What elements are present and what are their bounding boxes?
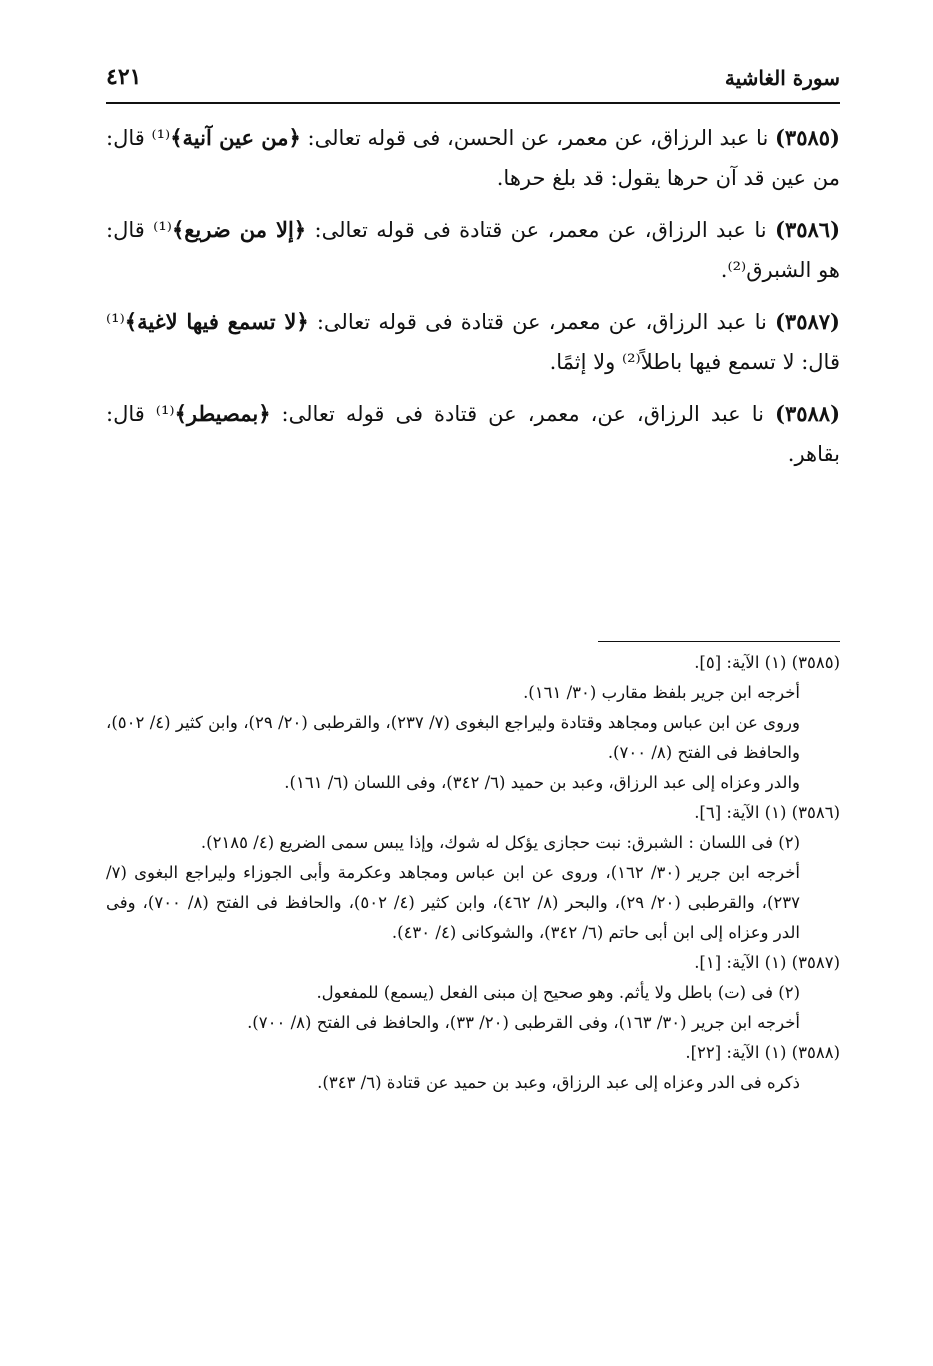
footnote-line: (٣٥٨٦) (١) الآية: [٦]. <box>694 803 840 822</box>
footnote-line: أخرجه ابن جرير بلفظ مقارب (٣٠/ ١٦١). <box>523 683 800 702</box>
footnote-line: أخرجه ابن جرير (٣٠/ ١٦٢)، وروى عن ابن عباس ومجاهد وعكرمة وأبى الجوزاء وليراجع البغوى (٧/ ٢٣٧)، والقرطبى (٢٠/ ٢٩)، والبحر (٨/ ٤٦٢)، وابن كثير (٤/ ٥٠٢)، والحافظ فى الفتح (٨/ ٧٠٠)، وفى الدر وعزاه إلى ابن أبى حاتم (٦/ ٣٤٢)، والشوكانى (٤/ ٤٣٠). <box>106 863 800 942</box>
quran-quote: ﴿من عين آنية﴾ <box>170 125 301 150</box>
footnote-separator <box>598 641 840 642</box>
narration-text: قال: لا تسمع فيها باطلاً⁽²⁾ ولا إثمًا. <box>549 350 840 374</box>
hadith-number: (٣٥٨٨) <box>775 401 840 426</box>
page-number: ٤٢١ <box>106 64 142 90</box>
hadith-3585 <box>106 118 840 198</box>
hadith-number: (٣٥٨٧) <box>774 309 840 334</box>
footnote-line: (٣٥٨٥) (١) الآية: [٥]. <box>694 653 840 672</box>
hadith-3586 <box>106 210 840 290</box>
hadith-3588 <box>106 394 840 474</box>
hadith-3587 <box>106 302 840 382</box>
footnote-line: وروى عن ابن عباس ومجاهد وقتادة وليراجع البغوى (٧/ ٢٣٧)، والقرطبى (٢٠/ ٢٩)، وابن كثير (٤/ ٥٠٢)، والحافظ فى الفتح (٨/ ٧٠٠). <box>106 713 800 762</box>
hadith-number: (٣٥٨٥) <box>774 125 840 150</box>
footnote-line: (٢) فى اللسان : الشبرق: نبت حجازى يؤكل له شوك، وإذا يبس سمى الضريع (٤/ ٢١٨٥). <box>200 833 800 852</box>
footnote-mark: ⁽¹⁾ <box>106 310 125 334</box>
hadith-number: (٣٥٨٦) <box>775 217 840 242</box>
footnote-mark: ⁽¹⁾ <box>151 126 171 150</box>
quran-quote: ﴿إلا من ضريع﴾ <box>171 217 307 242</box>
narration-text: قال: من عين قد آن حرها يقول: قد بلغ حرها. <box>106 126 840 190</box>
narration-text: قال: هو الشبرق⁽²⁾. <box>106 218 840 282</box>
footnotes <box>106 648 840 1098</box>
quran-quote: ﴿بمصيطر﴾ <box>174 401 271 426</box>
footnote-line: والدر وعزاه إلى عبد الرزاق، وعبد بن حميد (٦/ ٣٤٢)، وفى اللسان (٦/ ١٦١). <box>284 773 800 792</box>
narration-text: نا عبد الرزاق، عن، معمر، عن قتادة فى قوله تعالى: <box>270 402 775 426</box>
footnote-line: ذكره فى الدر وعزاه إلى عبد الرزاق، وعبد بن حميد عن قتادة (٦/ ٣٤٣). <box>317 1073 800 1092</box>
page-header <box>106 60 840 100</box>
footnote-line: (٢) فى (ت) باطل ولا يأثم. وهو صحيح إن مبنى الفعل (يسمع) للمفعول. <box>316 983 800 1002</box>
narration-text: نا عبد الرزاق، عن معمر، عن قتادة فى قوله تعالى: <box>306 218 775 242</box>
surah-title: سورة الغاشية <box>724 66 840 90</box>
narration-text: قال: بقاهر. <box>106 402 840 466</box>
narration-text: نا عبد الرزاق، عن معمر، عن قتادة فى قوله تعالى: <box>308 310 775 334</box>
footnote-line: أخرجه ابن جرير (٣٠/ ١٦٣)، وفى القرطبى (٢٠/ ٣٣)، والحافظ فى الفتح (٨/ ٧٠٠). <box>247 1013 800 1032</box>
header-rule <box>106 102 840 104</box>
footnote-line: (٣٥٨٨) (١) الآية: [٢٢]. <box>685 1043 840 1062</box>
quran-quote: ﴿لا تسمع فيها لاغية﴾ <box>124 309 309 334</box>
footnote-line: (٣٥٨٧) (١) الآية: [١]. <box>694 953 840 972</box>
footnote-mark: ⁽¹⁾ <box>153 218 172 242</box>
narration-text: نا عبد الرزاق، عن معمر، عن الحسن، فى قوله تعالى: <box>300 126 775 150</box>
main-text <box>106 118 840 486</box>
footnote-mark: ⁽¹⁾ <box>155 402 175 426</box>
